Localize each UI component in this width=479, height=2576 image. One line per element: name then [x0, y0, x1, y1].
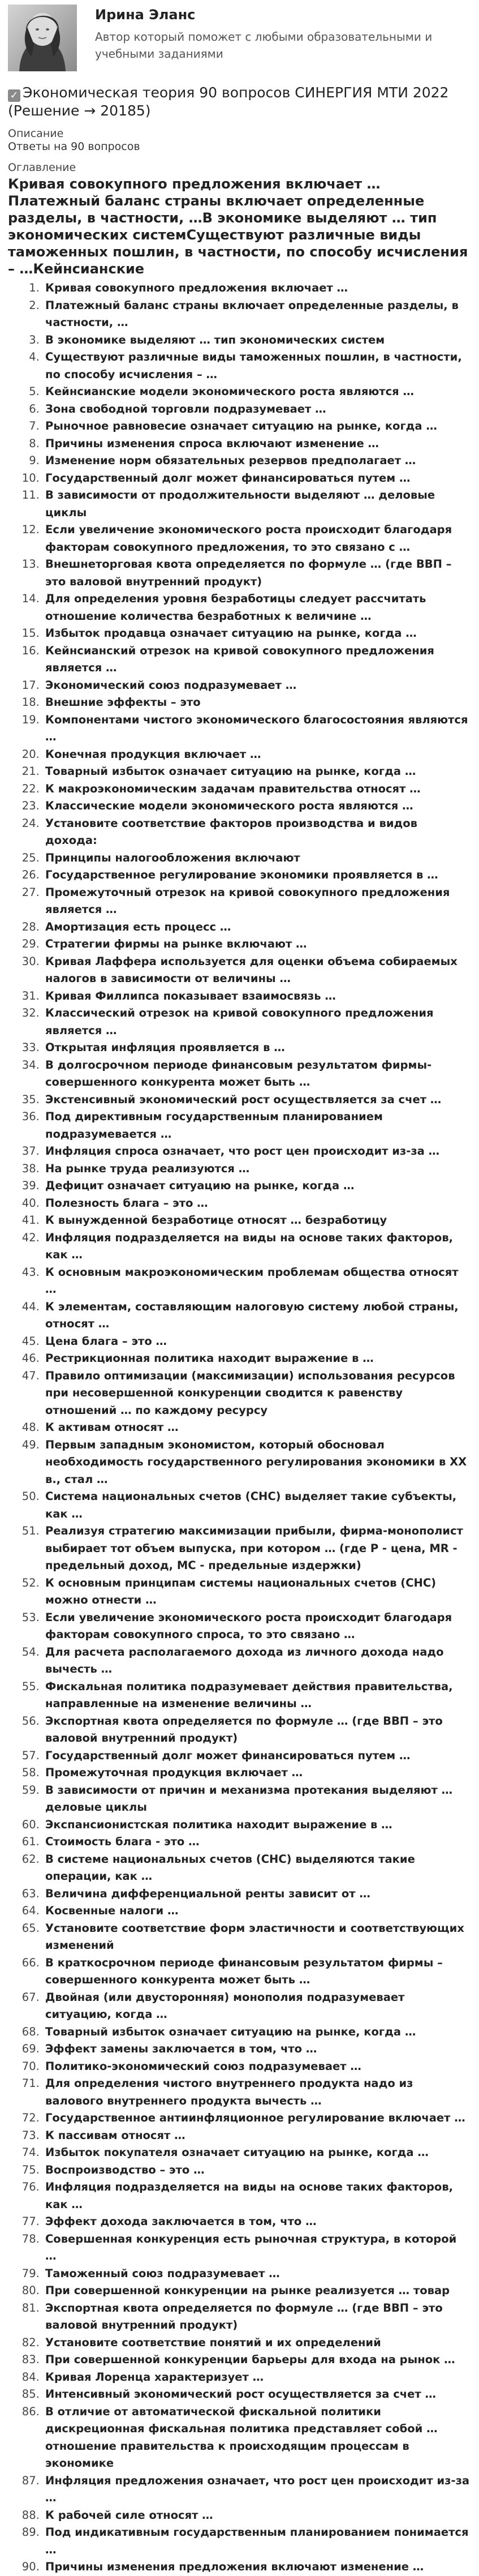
question-item: 39. Дефицит означает ситуацию на рынке, когда … [43, 1177, 471, 1195]
question-item: 49. Первым западным экономистом, который обосновал необходимость государственного регулирования экономики в XX в., стал … [43, 1437, 471, 1489]
question-item: 25. Принципы налогообложения включают [43, 850, 471, 867]
question-item: 42. Инфляция подразделяется на виды на основе таких факторов, как … [43, 1229, 471, 1264]
question-item: 36. Под директивным государственным планированием подразумевается … [43, 1108, 471, 1143]
question-item: 82. Установите соответствие понятий и их определений [43, 2334, 471, 2352]
question-item: 83. При совершенной конкуренции барьеры для входа на рынок … [43, 2351, 471, 2369]
question-item: 23. Классические модели экономического роста являются … [43, 798, 471, 815]
question-item: 69. Эффект замены заключается в том, что … [43, 2041, 471, 2058]
contents-intro: Кривая совокупного предложения включает …Платежный баланс страны включает определенные разделы, в частности, …В экономике выделяют … тип экономических системСуществуют различные виды таможенных пошлин, в частности, по способу исчисления – …Кейнсианские [8, 176, 468, 277]
question-item: 7. Рыночное равновесие означает ситуацию на рынке, когда … [43, 418, 471, 435]
question-item: 79. Таможенный союз подразумевает … [43, 2265, 471, 2283]
question-item: 33. Открытая инфляция проявляется в … [43, 1039, 471, 1057]
question-item: 44. К элементам, составляющим налоговую систему любой страны, относят … [43, 1298, 471, 1333]
author-card [8, 5, 471, 72]
question-item: 11. В зависимости от продолжительности выделяют … деловые циклы [43, 487, 471, 521]
question-item: 48. К активам относят … [43, 1419, 471, 1437]
question-item: 24. Установите соответствие факторов производства и видов дохода: [43, 815, 471, 850]
question-item: 19. Компонентами чистого экономического благосостояния являются … [43, 711, 471, 746]
question-list [8, 280, 471, 2576]
question-item: 10. Государственный долг может финансироваться путем … [43, 470, 471, 487]
author-avatar[interactable] [8, 5, 77, 71]
question-item: 53. Если увеличение экономического роста происходит благодаря факторам совокупного спроса, то это связано … [43, 1609, 471, 1644]
question-item: 89. Под индикативным государственным планированием понимается … [43, 2524, 471, 2558]
question-item: 86. В отличие от автоматической фискальной политики дискреционная фискальная политика представляет собой … отношение правительства к происходящим процессам в экономике [43, 2403, 471, 2472]
question-item: 16. Кейнсианский отрезок на кривой совокупного предложения является … [43, 642, 471, 677]
question-item: 80. При совершенной конкуренции на рынке реализуется … товар [43, 2282, 471, 2300]
product-title-text: Экономическая теория 90 вопросов СИНЕРГИЯ МТИ 2022 (Решение → 20185) [8, 84, 449, 119]
question-item: 58. Промежуточная продукция включает … [43, 1764, 471, 1782]
contents-label: Оглавление [8, 161, 76, 174]
question-item: 46. Рестрикционная политика находит выражение в … [43, 1350, 471, 1368]
question-item: 55. Фискальная политика подразумевает действия правительства, направленные на изменение величины … [43, 1678, 471, 1713]
question-item: 77. Эффект дохода заключается в том, что … [43, 2213, 471, 2231]
question-item: 57. Государственный долг может финансироваться путем … [43, 1747, 471, 1765]
question-item: 32. Классический отрезок на кривой совокупного предложения является … [43, 1005, 471, 1039]
question-item: 62. В системе национальных счетов (СНС) выделяются такие операции, как … [43, 1851, 471, 1885]
question-item: 66. В краткосрочном периоде финансовым результатом фирмы – совершенного конкурента может быть … [43, 1954, 471, 1989]
question-item: 38. На рынке труда реализуются … [43, 1160, 471, 1178]
question-item: 3. В экономике выделяют … тип экономических систем [43, 332, 471, 349]
product-title [8, 84, 471, 119]
question-item: 4. Существуют различные виды таможенных пошлин, в частности, по способу исчисления – … [43, 349, 471, 383]
author-description: Автор который поможет с любыми образовательными и учебными заданиями [95, 30, 433, 61]
question-item: 52. К основным принципам системы национальных счетов (СНС) можно отнести … [43, 1575, 471, 1609]
question-item: 21. Товарный избыток означает ситуацию на рынке, когда … [43, 763, 471, 781]
question-item: 50. Система национальных счетов (СНС) выделяет такие субъекты, как … [43, 1488, 471, 1523]
question-item: 70. Политико-экономический союз подразумевает … [43, 2058, 471, 2076]
question-item: 61. Стоимость блага - это … [43, 1833, 471, 1851]
description-text: Ответы на 90 вопросов [8, 140, 140, 153]
question-item: 34. В долгосрочном периоде финансовым результатом фирмы-совершенного конкурента может быть … [43, 1057, 471, 1091]
question-item: 6. Зона свободной торговли подразумевает … [43, 401, 471, 418]
question-item: 67. Двойная (или двусторонняя) монополия подразумевает ситуацию, когда … [43, 1989, 471, 2024]
question-item: 20. Конечная продукция включает … [43, 746, 471, 764]
question-item: 12. Если увеличение экономического роста происходит благодаря факторам совокупного предложения, то это связано с … [43, 521, 471, 556]
description-label: Описание [8, 127, 64, 140]
question-item: 81. Экспортная квота определяется по формуле … (где ВВП – это валовой внутренний продукт) [43, 2300, 471, 2334]
question-item: 18. Внешние эффекты – это [43, 694, 471, 711]
question-item: 54. Для расчета располагаемого дохода из личного дохода надо вычесть … [43, 1644, 471, 1678]
question-item: 5. Кейнсианские модели экономического роста являются … [43, 383, 471, 401]
question-item: 9. Изменение норм обязательных резервов предполагает … [43, 452, 471, 470]
question-item: 37. Инфляция спроса означает, что рост цен происходит из-за … [43, 1143, 471, 1160]
question-item: 41. К вынужденной безработице относят … безработицу [43, 1212, 471, 1229]
question-item: 14. Для определения уровня безработицы следует рассчитать отношение количества безработных к величине … [43, 590, 471, 625]
question-item: 88. К рабочей силе относят … [43, 2507, 471, 2524]
question-item: 75. Воспроизводство – это … [43, 2162, 471, 2179]
author-name[interactable]: Ирина Эланс [95, 7, 196, 23]
question-item: 73. К пассивам относят … [43, 2127, 471, 2145]
question-item: 63. Величина дифференциальной ренты зависит от … [43, 1885, 471, 1903]
question-item: 15. Избыток продавца означает ситуацию на рынке, когда … [43, 625, 471, 642]
question-item: 68. Товарный избыток означает ситуацию на рынке, когда … [43, 2024, 471, 2041]
question-item: 31. Кривая Филлипса показывает взаимосвязь … [43, 988, 471, 1005]
question-item: 71. Для определения чистого внутреннего продукта надо из валового внутреннего продукта вычесть … [43, 2075, 471, 2110]
question-item: 64. Косвенные налоги … [43, 1902, 471, 1920]
question-item: 85. Интенсивный экономический рост осуществляется за счет … [43, 2386, 471, 2403]
question-item: 30. Кривая Лаффера используется для оценки объема собираемых налогов в зависимости от величины … [43, 953, 471, 988]
question-item: 45. Цена блага – это … [43, 1333, 471, 1351]
question-item: 8. Причины изменения спроса включают изменение … [43, 435, 471, 453]
question-item: 13. Внешнеторговая квота определяется по формуле … (где ВВП – это валовой внутренний продукт) [43, 556, 471, 590]
question-item: 90. Причины изменения предложения включают изменение … [43, 2558, 471, 2576]
question-item: 1. Кривая совокупного предложения включает … [43, 280, 471, 297]
question-item: 56. Экспортная квота определяется по формуле … (где ВВП – это валовой внутренний продукт) [43, 1713, 471, 1747]
question-item: 22. К макроэкономическим задачам правительства относят … [43, 781, 471, 798]
question-item: 59. В зависимости от причин и механизма протекания выделяют … деловые циклы [43, 1782, 471, 1816]
question-item: 87. Инфляция предложения означает, что рост цен происходит из-за … [43, 2472, 471, 2507]
check-box-icon: ✓ [8, 89, 20, 102]
question-item: 78. Совершенная конкуренция есть рыночная структура, в которой … [43, 2231, 471, 2265]
question-item: 28. Амортизация есть процесс … [43, 919, 471, 936]
question-item: 74. Избыток покупателя означает ситуацию на рынке, когда … [43, 2144, 471, 2162]
question-item: 2. Платежный баланс страны включает определенные разделы, в частности, … [43, 297, 471, 332]
question-item: 26. Государственное регулирование экономики проявляется в … [43, 867, 471, 884]
question-item: 17. Экономический союз подразумевает … [43, 677, 471, 695]
question-item: 51. Реализуя стратегию максимизации прибыли, фирма-монополист выбирает тот объем выпуска, при котором … (где P - цена, MR - предельный доход, МС - предельные издержки) [43, 1523, 471, 1575]
question-item: 29. Стратегии фирмы на рынке включают … [43, 936, 471, 953]
question-item: 47. Правило оптимизации (максимизации) использования ресурсов при несовершенной конкуренции сводится к равенству отношений … по каждому ресурсу [43, 1368, 471, 1420]
question-item: 84. Кривая Лоренца характеризует … [43, 2369, 471, 2386]
question-item: 40. Полезность блага – это … [43, 1195, 471, 1212]
question-item: 35. Экстенсивный экономический рост осуществляется за счет … [43, 1091, 471, 1109]
author-info [95, 5, 434, 62]
question-item: 60. Экспансионистская политика находит выражение в … [43, 1816, 471, 1834]
question-item: 65. Установите соответствие форм эластичности и соответствующих изменений [43, 1920, 471, 1954]
question-item: 27. Промежуточный отрезок на кривой совокупного предложения является … [43, 884, 471, 919]
question-item: 43. К основным макроэкономическим проблемам общества относят … [43, 1264, 471, 1298]
question-item: 76. Инфляция подразделяется на виды на основе таких факторов, как … [43, 2179, 471, 2213]
question-item: 72. Государственное антиинфляционное регулирование включает … [43, 2110, 471, 2127]
